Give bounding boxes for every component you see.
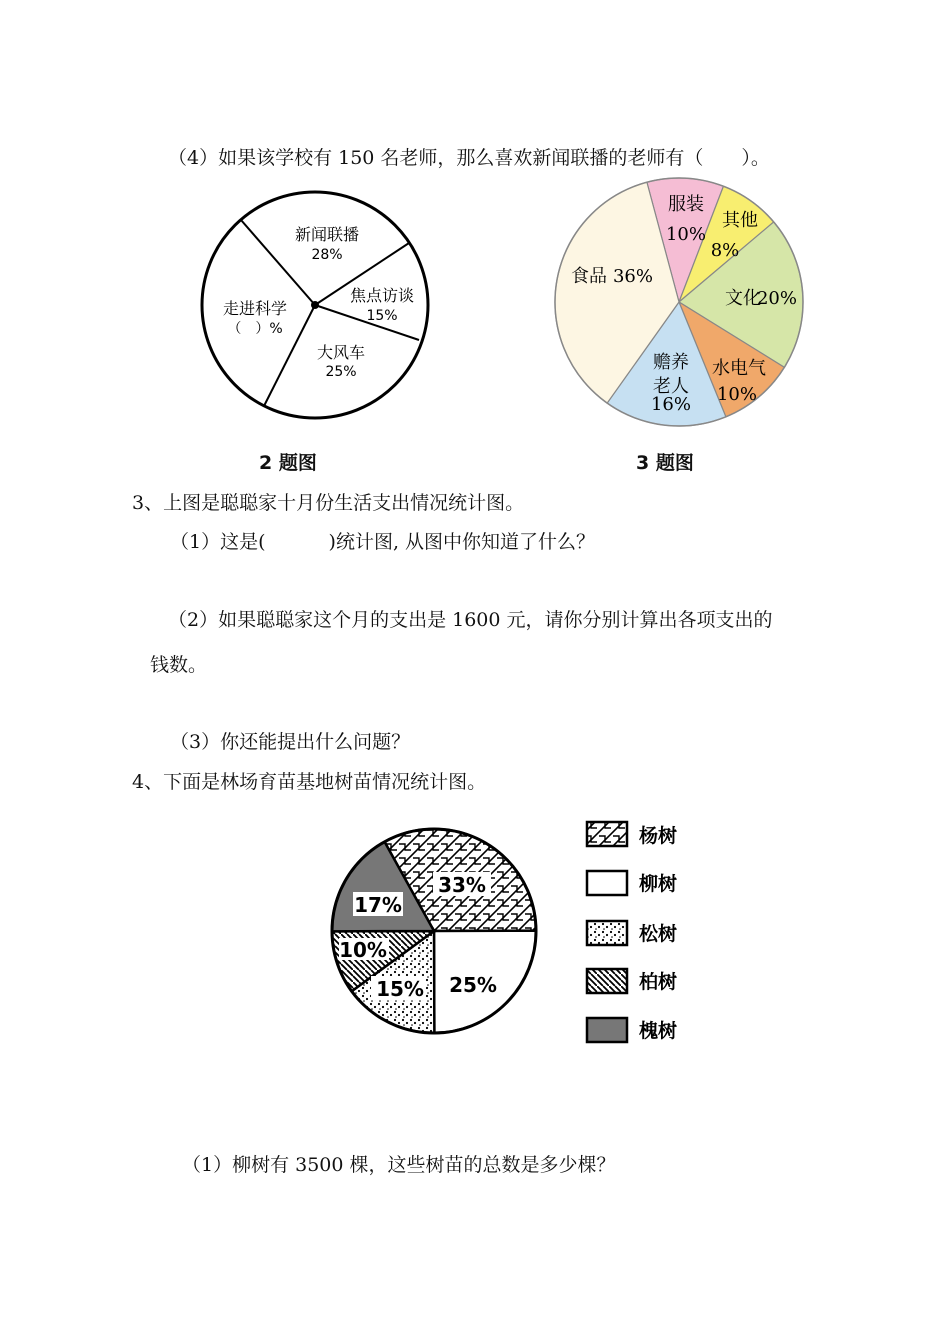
- question-4-title: 4、下面是林场育苗基地树苗情况统计图。: [132, 771, 487, 793]
- chart-3-pie: [555, 176, 815, 436]
- chart-3-caption: 3 题图: [636, 452, 694, 474]
- chart-2-label-windmill: 大风车: [316, 343, 366, 362]
- chart-3-label-other: 其他: [722, 210, 758, 231]
- legend-swatch-song: [587, 921, 627, 945]
- question-3-title: 3、上图是聪聪家十月份生活支出情况统计图。: [132, 492, 525, 514]
- chart-2-value-news: 28%: [311, 247, 343, 263]
- chart-3-value-utilities: 10%: [716, 384, 758, 405]
- question-3-1: （1）这是( )统计图, 从图中你知道了什么？: [170, 531, 596, 553]
- chart-4-pie: [329, 826, 549, 1046]
- legend-label-yang: 杨树: [639, 825, 678, 847]
- chart-2-label-news: 新闻联播: [294, 225, 360, 244]
- chart-2-value-focus: 15%: [366, 308, 398, 324]
- question-3-3: （3）你还能提出什么问题？: [170, 731, 411, 753]
- chart-3-value-other: 8%: [710, 240, 740, 261]
- chart-3-label-clothing: 服装: [668, 194, 704, 215]
- chart-3-label-utilities: 水电气: [712, 358, 766, 379]
- question-2-4: （4）如果该学校有 150 名老师，那么喜欢新闻联播的老师有（ ）。: [168, 147, 770, 169]
- chart-3-label-culture: 文化: [725, 288, 761, 309]
- chart-4-value-yang: 33%: [438, 873, 486, 897]
- chart-4-legend: [585, 818, 715, 1058]
- chart-3-value-elders: 16%: [650, 394, 692, 415]
- legend-label-song: 松树: [639, 923, 678, 945]
- chart-3-label-food: 食品: [571, 266, 607, 287]
- chart-3-value-culture: 20%: [756, 288, 798, 309]
- chart-4-value-liu: 25%: [449, 973, 497, 997]
- chart-3-value-clothing: 10%: [665, 224, 707, 245]
- chart-2-value-windmill: 25%: [325, 364, 357, 380]
- chart-2-value-science: （ ）%: [227, 321, 283, 337]
- svg-text:老人: 老人: [653, 376, 689, 397]
- chart-3-value-food: 36%: [612, 266, 654, 287]
- legend-swatch-bai: [587, 969, 627, 993]
- legend-label-huai: 槐树: [639, 1020, 678, 1042]
- chart-2-caption: 2 题图: [259, 452, 317, 474]
- chart-2-label-focus: 焦点访谈: [349, 286, 415, 305]
- chart-4-value-bai: 10%: [339, 938, 387, 962]
- chart-2-pie: [195, 190, 435, 430]
- chart-3-label-elders: 赡养: [653, 352, 689, 373]
- chart-2-label-science: 走进科学: [222, 299, 288, 318]
- legend-label-liu: 柳树: [639, 873, 678, 895]
- legend-swatch-huai: [587, 1018, 627, 1042]
- question-4-1: （1）柳树有 3500 棵，这些树苗的总数是多少棵？: [182, 1154, 616, 1176]
- chart-4-value-huai: 17%: [354, 893, 402, 917]
- question-3-2-line1: （2）如果聪聪家这个月的支出是 1600 元，请你分别计算出各项支出的: [168, 609, 773, 631]
- legend-swatch-liu: [587, 871, 627, 895]
- legend-swatch-yang: [587, 822, 627, 846]
- chart-4-value-song: 15%: [376, 977, 424, 1001]
- question-3-2-line2: 钱数。: [150, 654, 208, 676]
- legend-label-bai: 柏树: [639, 971, 678, 993]
